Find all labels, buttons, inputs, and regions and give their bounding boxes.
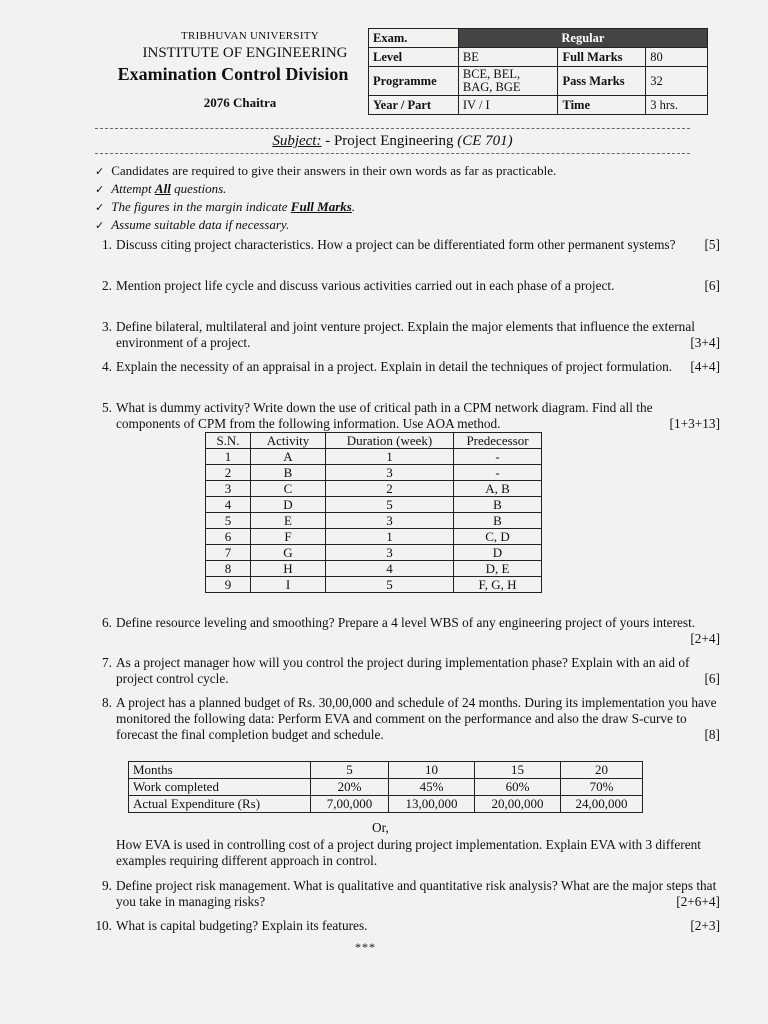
table-cell: 20% [311,779,389,796]
table-cell: 1 [206,449,251,465]
table-cell: F [251,529,326,545]
table-cell: 7 [206,545,251,561]
table-cell: 5 [206,513,251,529]
table-cell: 20 [561,762,643,779]
column-header: Predecessor [454,433,542,449]
table-cell: A [251,449,326,465]
pass-marks-label: Pass Marks [558,67,646,96]
programme-label: Programme [369,67,459,96]
table-row [206,577,542,593]
instruction-text: Candidates are required to give their answers in their own words as far as practicable. [111,163,557,178]
question-number: 4. [102,359,112,374]
instruction-text: questions. [170,181,227,196]
question-number: 8. [102,695,112,710]
question-2 [88,278,720,294]
time-value: 3 hrs. [646,96,708,115]
question-number: 5. [102,400,112,415]
programme-line-2: BAG, BGE [462,80,521,94]
instruction-item [95,162,556,180]
question-number: 9. [102,878,112,893]
question-7 [88,655,720,687]
exam-label: Exam. [369,29,459,48]
table-cell: 20,00,000 [475,796,561,813]
instruction-item [95,180,556,198]
column-header: Activity [251,433,326,449]
table-cell: D [454,545,542,561]
instructions-list [95,162,556,234]
exam-year: 2076 Chaitra [203,95,277,110]
table-cell: 7,00,000 [311,796,389,813]
exam-type: Regular [458,29,707,48]
table-cell: B [454,497,542,513]
question-text: Mention project life cycle and discuss various activities carried out in each phase of a project. [116,278,615,293]
eva-data-table [128,761,643,813]
question-6 [88,615,720,647]
table-cell: B [251,465,326,481]
pass-marks-value: 32 [646,67,708,96]
table-cell: 45% [389,779,475,796]
level-label: Level [369,48,459,67]
table-row [129,779,643,796]
table-cell: 3 [206,481,251,497]
table-row [206,449,542,465]
table-cell: 13,00,000 [389,796,475,813]
table-cell: 60% [475,779,561,796]
subject-line [95,133,690,150]
table-cell: 5 [326,577,454,593]
table-cell: 9 [206,577,251,593]
table-row [206,465,542,481]
programme-line-1: BCE, BEL, [462,67,521,81]
level-value: BE [458,48,558,67]
table-cell: F, G, H [454,577,542,593]
question-marks: [3+4] [690,335,720,350]
division-name: Examination Control Division [117,64,349,84]
subject-code: (CE 701) [457,133,513,149]
question-1 [88,237,720,253]
question-marks: [2+6+4] [676,894,720,909]
table-cell: 2 [326,481,454,497]
table-cell: 1 [326,529,454,545]
table-cell: G [251,545,326,561]
question-10 [88,918,720,934]
subject-label: Subject: [272,133,322,149]
full-marks-value: 80 [646,48,708,67]
table-cell: C [251,481,326,497]
table-cell: 5 [326,497,454,513]
table-cell: Months [129,762,311,779]
question-text: Explain the necessity of an appraisal in a project. Explain in detail the techniques of project formulation. [116,359,673,374]
question-text: What is dummy activity? Write down the use of critical path in a CPM network diagram. Find all the components of CPM from the following information. Use AOA method. [116,400,653,431]
table-cell: D [251,497,326,513]
table-row [206,513,542,529]
table-row [206,545,542,561]
exam-info-table [368,28,708,115]
instruction-text: Assume suitable data if necessary. [111,217,290,232]
year-part-value: IV / I [458,96,558,115]
instruction-emphasis: Full Marks [290,199,352,214]
table-cell: B [454,513,542,529]
table-cell: 6 [206,529,251,545]
instruction-item [95,198,556,216]
table-cell: 2 [206,465,251,481]
question-9 [88,878,720,910]
instruction-text: . [351,199,356,214]
column-header: S.N. [206,433,251,449]
question-5 [88,400,720,432]
subject-divider [95,153,690,154]
question-number: 3. [102,319,112,334]
table-cell: 8 [206,561,251,577]
table-cell: Work completed [129,779,311,796]
question-marks: [4+4] [690,359,720,374]
table-cell: E [251,513,326,529]
table-row [129,796,643,813]
question-8 [88,695,720,743]
subject-name: - Project Engineering [325,133,454,149]
table-row [206,497,542,513]
instruction-text: Attempt [111,181,155,196]
question-marks: [6] [704,671,720,686]
table-cell: 10 [389,762,475,779]
question-text: Define bilateral, multilateral and joint venture project. Explain the major elements that influence the external environment of a project. [116,319,695,350]
question-text: How EVA is used in controlling cost of a project during project implementation. Explain EVA with 3 different examples requiring different approach in control. [116,837,701,868]
cpm-activity-table [205,432,542,593]
question-marks: [2+4] [690,631,720,646]
table-cell: 3 [326,545,454,561]
table-cell: A, B [454,481,542,497]
header-divider [95,128,690,129]
question-8-alternative [88,837,720,869]
question-number: 6. [102,615,112,630]
question-marks: [6] [704,278,720,293]
instruction-emphasis: All [154,181,171,196]
question-marks: [8] [704,727,720,742]
time-label: Time [558,96,646,115]
table-cell: 3 [326,513,454,529]
question-text: What is capital budgeting? Explain its features. [116,918,368,933]
table-cell: D, E [454,561,542,577]
question-number: 10. [95,918,112,933]
table-cell: C, D [454,529,542,545]
question-number: 2. [102,278,112,293]
table-cell: H [251,561,326,577]
full-marks-label: Full Marks [558,48,646,67]
question-text: Discuss citing project characteristics. How a project can be differentiated form other permanent systems? [116,237,676,252]
table-cell: 24,00,000 [561,796,643,813]
institute-name: INSTITUTE OF ENGINEERING [142,45,348,61]
question-number: 1. [102,237,112,252]
table-row [206,481,542,497]
table-row [129,762,643,779]
table-cell: 1 [326,449,454,465]
question-marks: [2+3] [690,918,720,933]
question-4 [88,359,720,375]
programme-value [458,67,558,96]
or-separator: Or, [372,820,389,835]
question-text: Define project risk management. What is qualitative and quantitative risk analysis? What are the major steps that you take in managing risks? [116,878,717,909]
table-row [206,561,542,577]
table-cell: 15 [475,762,561,779]
university-name: TRIBHUVAN UNIVERSITY [180,30,320,42]
table-row [206,529,542,545]
question-marks: [5] [704,237,720,252]
instruction-item [95,216,556,234]
table-cell: Actual Expenditure (Rs) [129,796,311,813]
table-cell: - [454,465,542,481]
question-text: Define resource leveling and smoothing? Prepare a 4 level WBS of any engineering project of yours interest. [116,615,696,630]
question-3 [88,319,720,351]
table-cell: 70% [561,779,643,796]
table-cell: 3 [326,465,454,481]
question-marks: [1+3+13] [669,416,720,431]
end-mark: *** [355,940,376,954]
table-cell: - [454,449,542,465]
table-cell: I [251,577,326,593]
year-part-label: Year / Part [369,96,459,115]
column-header: Duration (week) [326,433,454,449]
table-cell: 4 [326,561,454,577]
instruction-text: The figures in the margin indicate [111,199,291,214]
question-text: As a project manager how will you control the project during implementation phase? Explain with an aid of project control cycle. [116,655,690,686]
question-number: 7. [102,655,112,670]
table-cell: 4 [206,497,251,513]
question-text: A project has a planned budget of Rs. 30,00,000 and schedule of 24 months. During its implementation you have monitored the following data: Perform EVA and comment on the performance and also the draw S-curve to forecast the final completion budget and schedule. [116,695,717,742]
table-cell: 5 [311,762,389,779]
